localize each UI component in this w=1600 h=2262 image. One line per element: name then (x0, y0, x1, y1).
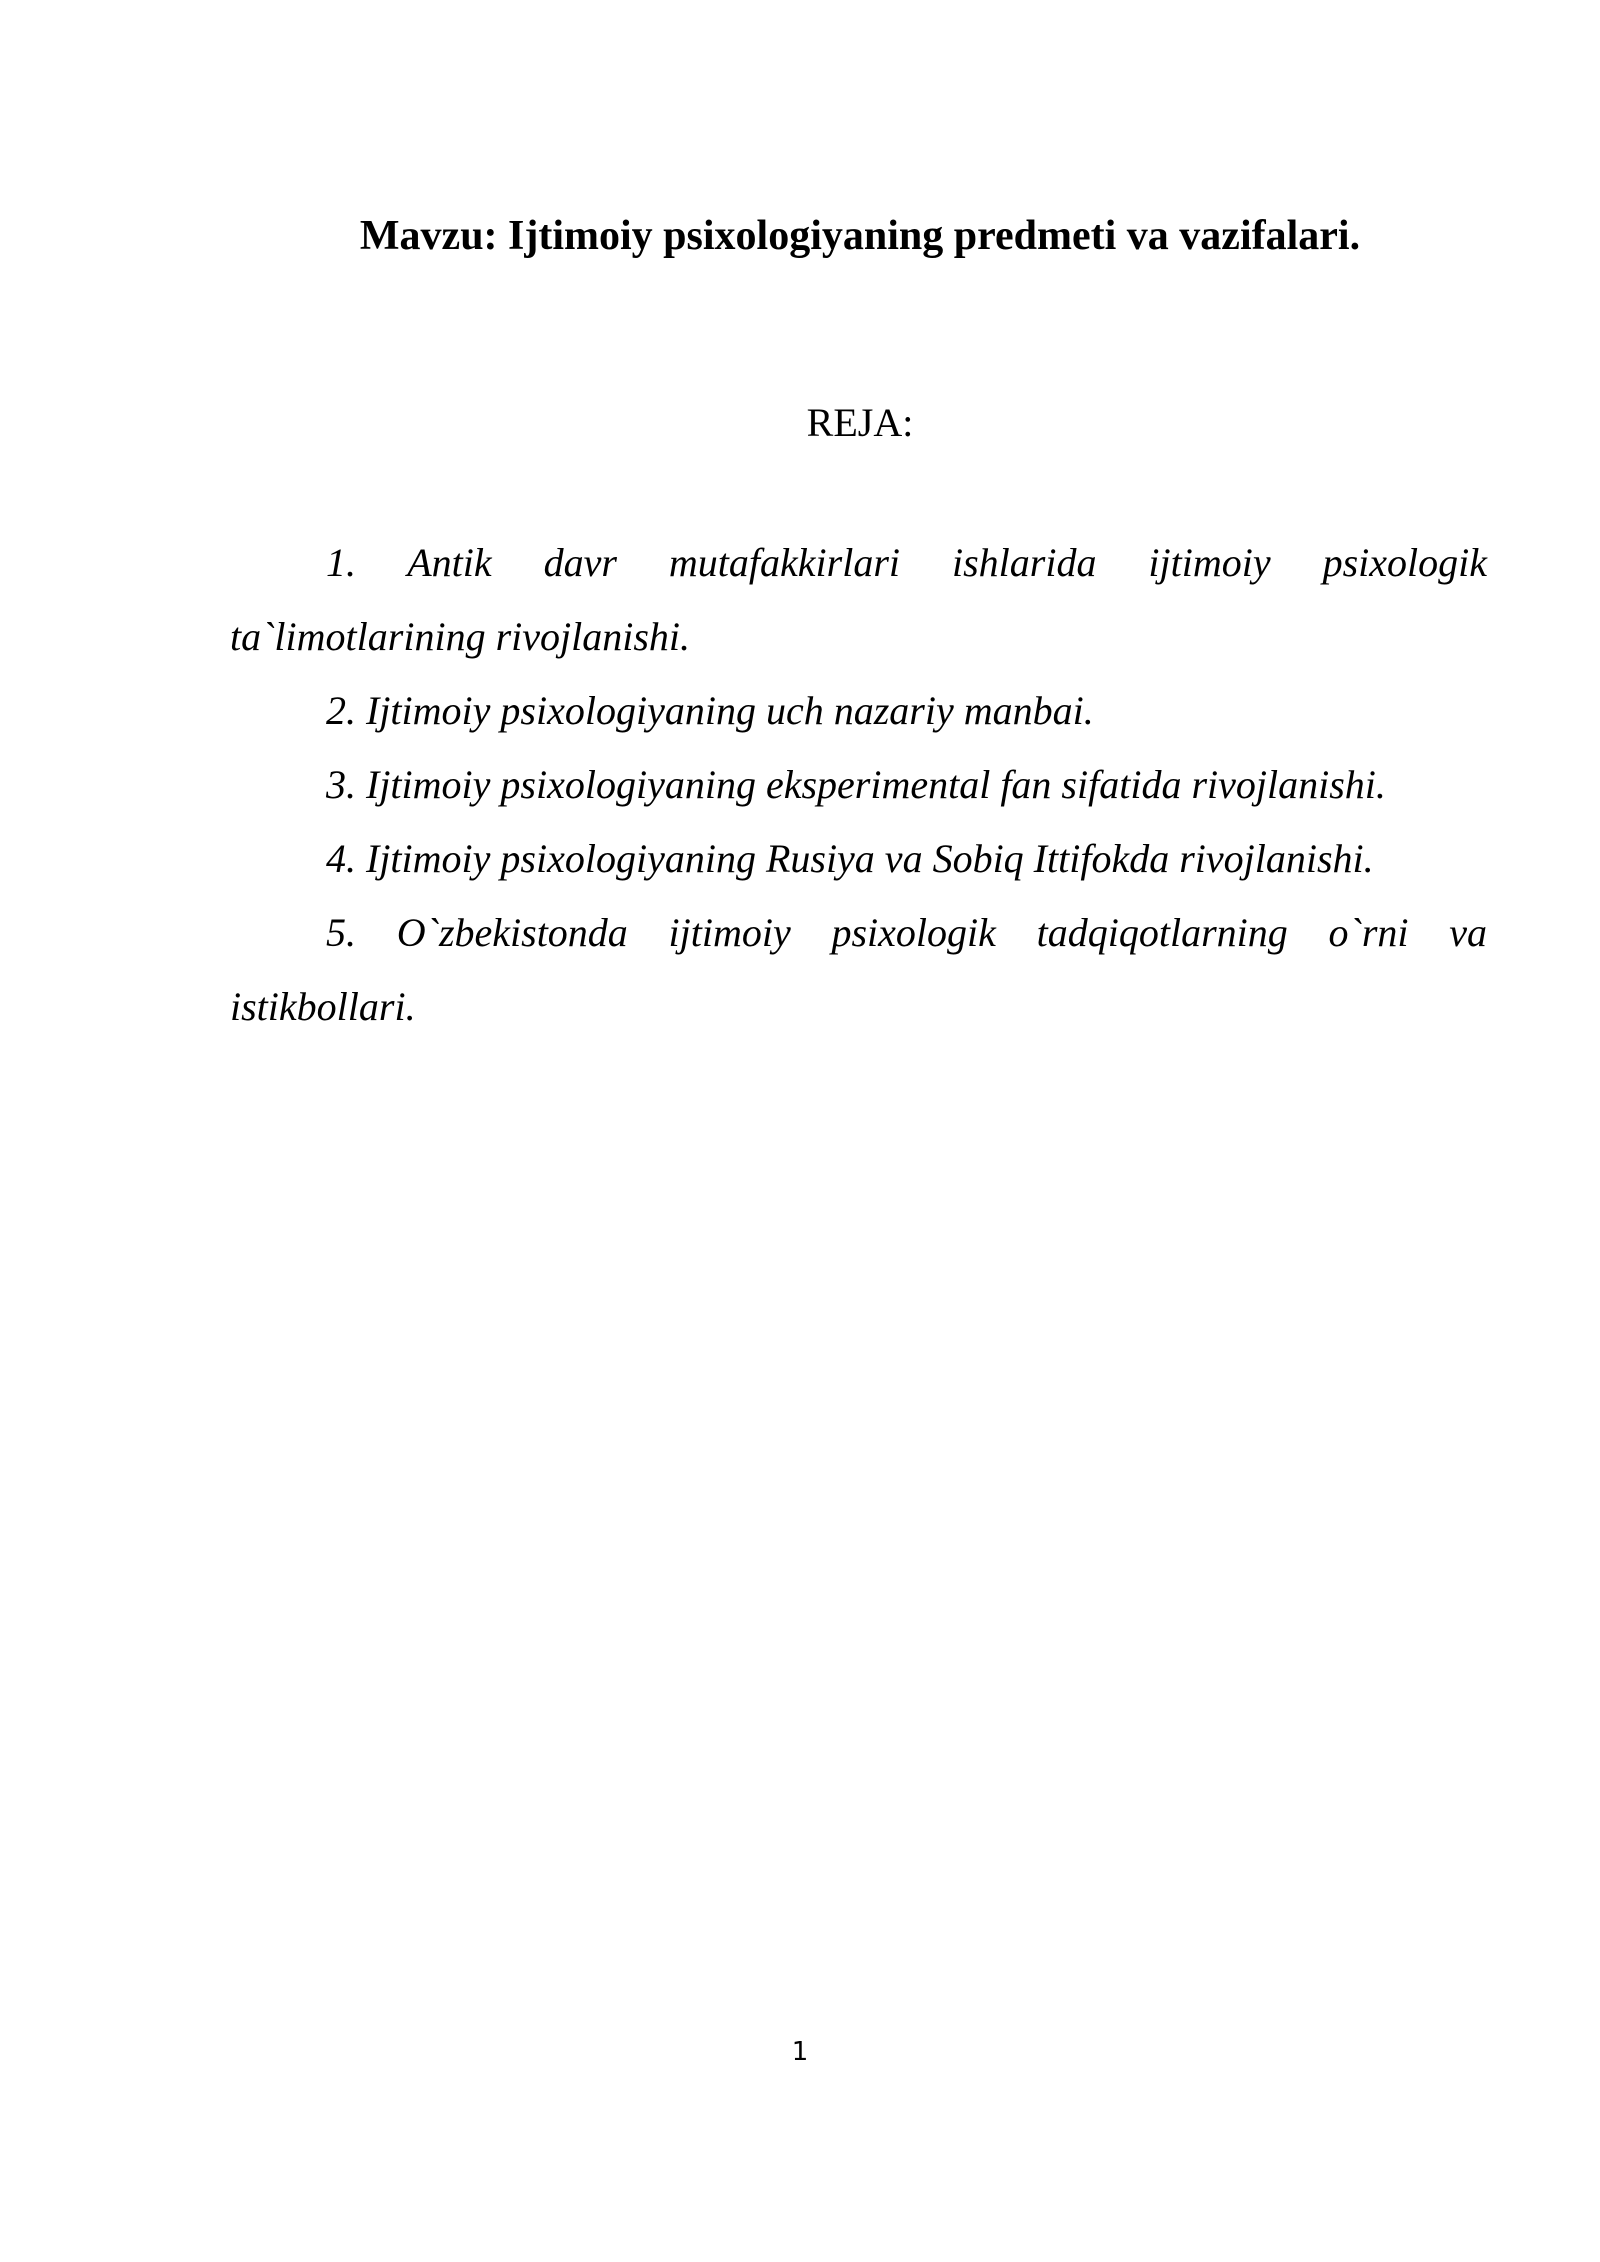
page-title: Mavzu: Ijtimoiy psixologiyaning predmeti va vazifalari. (359, 213, 1361, 259)
plan-item-3: 3. Ijtimoiy psixologiyaning eksperimental fan sifatida rivojlanishi. (326, 762, 1386, 807)
plan-item-1: 1. Antik davr mutafakkirlari ishlarida ijtimoiy psixologik ta`limotlarining rivojlanishi. (230, 540, 1487, 659)
plan-item-2: 2. Ijtimoiy psixologiyaning uch nazariy manbai. (326, 688, 1094, 733)
plan-item-5: 5. O`zbekistonda ijtimoiy psixologik tadqiqotlarning o`rni va istikbollari. (230, 910, 1487, 1029)
plan-heading: REJA: (806, 400, 914, 445)
plan-item-4: 4. Ijtimoiy psixologiyaning Rusiya va Sobiq Ittifokda rivojlanishi. (326, 836, 1374, 881)
plan-list (230, 526, 1487, 1044)
page-number: 1 (791, 2037, 809, 2067)
